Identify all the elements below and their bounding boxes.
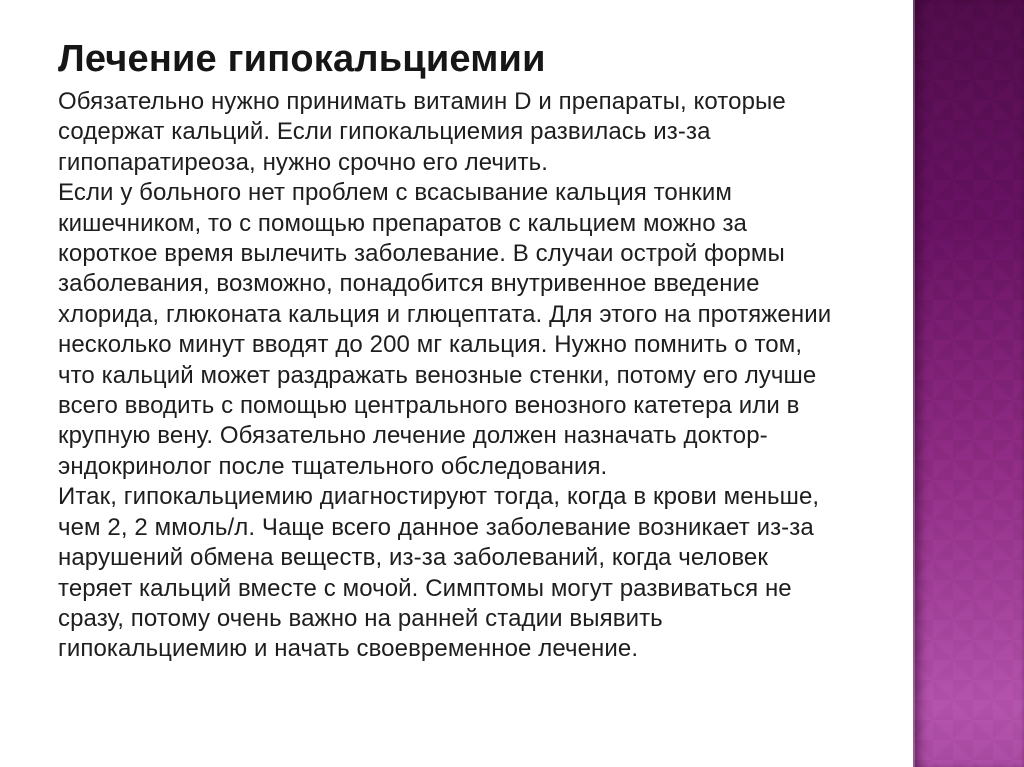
paragraph-3 [58, 482, 894, 664]
text-line: чем 2, 2 ммоль/л. Чаще всего данное заболевание возникает из-за [58, 513, 814, 541]
text-line: короткое время вылечить заболевание. В случаи острой формы [58, 240, 785, 268]
text-line: хлорида, глюконата кальция и глюцептата. Для этого на протяжении [58, 300, 832, 328]
text-line: сразу, потому очень важно на ранней стадии выявить [58, 604, 663, 632]
text-line: теряет кальций вместе с мочой. Симптомы могут развиваться не [58, 574, 792, 602]
text-line: гипопаратиреоза, нужно срочно его лечить. [58, 148, 548, 176]
bar-edge-highlight [913, 0, 915, 767]
text-line: заболевания, возможно, понадобится внутривенное введение [58, 270, 760, 298]
decorative-gradient-bar [913, 0, 1024, 767]
text-line: что кальций может раздражать венозные стенки, потому его лучше [58, 361, 817, 389]
paragraph-1 [58, 87, 894, 178]
text-line: гипокальциемию и начать своевременное лечение. [58, 635, 639, 663]
text-line: кишечником, то с помощью препаратов с кальцием можно за [58, 209, 748, 237]
text-line: всего вводить с помощью центрального венозного катетера или в [58, 392, 800, 420]
text-line: несколько минут вводят до 200 мг кальция. Нужно помнить о том, [58, 331, 803, 359]
slide-title: Лечение гипокальциемии [58, 38, 546, 80]
text-line: Итак, гипокальциемию диагностируют тогда, когда в крови меньше, [58, 483, 820, 511]
text-line: Если у больного нет проблем с всасывание кальция тонким [58, 179, 732, 207]
text-line: нарушений обмена веществ, из-за заболеваний, когда человек [58, 544, 768, 572]
text-line: крупную вену. Обязательно лечение должен назначать доктор- [58, 422, 768, 450]
diamond-pattern-texture [913, 0, 1024, 767]
slide-body-text [58, 87, 894, 665]
slide-content [58, 36, 894, 665]
text-line: Обязательно нужно принимать витамин D и препараты, которые [58, 88, 786, 115]
paragraph-2 [58, 178, 894, 482]
text-line: эндокринолог после тщательного обследования. [58, 452, 608, 480]
text-line: содержат кальций. Если гипокальциемия развилась из-за [58, 118, 711, 146]
